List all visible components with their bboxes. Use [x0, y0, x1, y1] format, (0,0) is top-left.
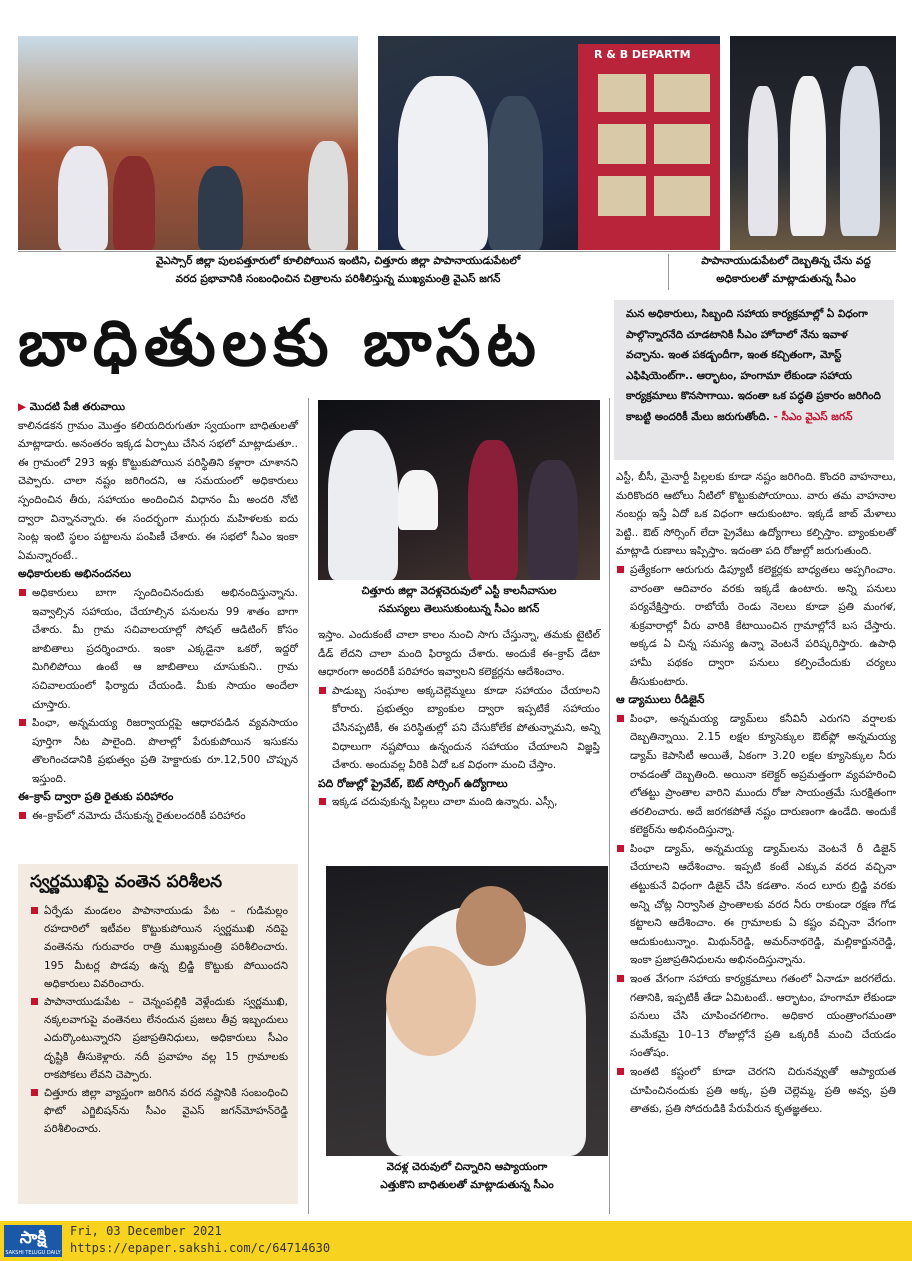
bullet-paragraph: పాపానాయుడుపేట – చెన్నంపల్లికి వెళ్లేందుకు స్వర్ణముఖి, నక్కలవాగుపై వంతెనలు లేనందున ప్రజలు తీవ్ర ఇబ్బందులు ఎదుర్కొంటున్నారని ప్రజాప్రతినిధులు, అధికారులు సీఎం దృష్టికి తీసుకెళ్లారు. నదీ ప్రవాహం వల్ల 15 గ్రామాలకు రాకపోకలు లేవని చెప్పారు. — [30, 993, 288, 1084]
epaper-url[interactable]: https://epaper.sakshi.com/c/64714630 — [70, 1241, 331, 1255]
intro-paragraph: కాలినడకన గ్రామం మొత్తం కలియదిరుగుతూ స్వయంగా బాధితులతో మాట్లాడారు. అనంతరం ఇక్కడ ఏర్పాటు చేసిన సభలో మాట్లాడుతూ.. ఈ గ్రామంలో 293 ఇళ్లు కొట్టుకుపోయిన పరిస్థితిని కళ్లారా చూశానని చెప్పారు. చాలా నష్టం జరిగిందని, ఆ సమయంలో అధికారులు స్పందించిన తీరు, సహాయం అందించిన విధానం మీ అందరి నోటి ద్వారా విన్నానన్నారు. ఈ సందర్భంగా ముగ్గురు మహిళలకు ఐదు సెంట్ల ఇంటి స్థలం పట్టాలను పంపిణీ చేశారు. ఈ సభలో సీఎం ఇంకా ఏమన్నారంటే.. — [18, 419, 298, 562]
cm-quote-box — [614, 300, 894, 460]
bullet-paragraph: పింఛా, అన్నమయ్య డ్యామ్‌లు కనీవినీ ఎరుగని వర్షాలకు దెబ్బతిన్నాయి. 2.15 లక్షల క్యూసెక్కుల ఔట్‌ఫ్లో అన్నమయ్య డ్యామ్‌ కెపాసిటీ అయితే, ఏకంగా 3.20 లక్షల క్యూసెక్కుల నీరు రావడంతో దెబ్బతింది. అయినా కలెక్టర్‌ అప్రమత్తంగా వ్యవహరించి లోతట్టు ప్రాంతాల వారిని ముందు రోజు సాయంత్రమే సురక్షితంగా తరలించారు. అదే జరగకపోతే నష్టం దారుణంగా ఉండేది. అందుకే కలెక్టర్‌ను అభినందిస్తున్నా. — [616, 710, 896, 840]
photo-collapsed-house — [18, 36, 358, 250]
epaper-footer — [0, 1221, 912, 1261]
triangle-icon: ▶ — [18, 401, 30, 413]
column-1 — [18, 398, 298, 826]
mid-caption-line-2: సమస్యలు తెలుసుకుంటున్న సీఎం జగన్ — [378, 603, 540, 615]
paragraph: ఎస్టీ, బీసీ, మైనార్టీ పిల్లలకు కూడా నష్టం జరిగింది. కొందరి వాహనాలు, మరికొందరి ఆటోలు నీటిలో కొట్టుకుపోయాయి. వారు తమ వాహనాల నంబర్లు ఇస్తే ఏదో ఒక విధంగా ఆదుకుంటాం. ఇక్కడే జాబ్‌ మేళాలు పెట్టి.. ఔట్‌ సోర్సింగ్‌ లేదా ప్రైవేటు ఉద్యోగాలు కల్పిస్తాం. బ్యాంకులతో మాట్లాడి రుణాలు ఇప్పిస్తాం. ఇదంతా పది రోజుల్లో జరుగుతుంది. — [616, 471, 896, 558]
photo-exhibition-board — [378, 36, 720, 250]
subheading-ecrop: ఈ–క్రాప్‌ ద్వారా ప్రతి రైతుకు పరిహారం — [18, 790, 174, 804]
bullet-paragraph: పింఛా డ్యామ్, అన్నమయ్య డ్యామ్‌లను వెంటనే రీ డిజైన్‌ చేయాలని ఆదేశించాం. ఇప్పటి కంటే ఎక్కువ వరద వచ్చినా తట్టుకునే విధంగా డిజైన్‌ చేసి కడతాం. నంద లూరు బ్రిడ్జి వరకు అన్ని చోట్ల నిర్వాసిత ప్రాంతాలకు వరద నీరు రాకుండా రక్షణ గోడ కట్టాలని ఆదేశించాం. ఈ గ్రామాలకు ఏ కష్టం వచ్చినా వేగంగా ఆదుకుంటున్నాం. మిథున్‌రెడ్డి, అమర్‌నాథరెడ్డి, మల్లికార్జునరెడ్డి, ఇంకా ప్రజాప్రతినిధులను అభినందిస్తున్నాను. — [616, 840, 896, 970]
sakshi-logo: సాక్షి SAKSHI TELUGU DAILY — [4, 1225, 62, 1257]
exhibition-board — [578, 44, 720, 250]
paragraph: ఇస్తాం. ఎందుకంటే చాలా కాలం నుంచి సాగు చేస్తున్నా, తమకు టైటిల్‌ డీడ్‌ లేదని చాలా మంది ఫిర్యాదు చేశారు. అందుకే ఈ–క్రాప్‌ డేటా ఆధారంగా అందరికీ పరిహారం ఇవ్వాలని కలెక్టర్లను ఆదేశించాం. — [318, 629, 600, 679]
bullet-paragraph: పాడుబ్బ సంఘాల అక్కచెల్లెమ్మలు కూడా సహాయం చేయాలని కోరారు. ప్రభుత్వం బ్యాంకుల ద్వారా ఇప్పటికే సహాయం చేసినప్పటికీ, ఈ పరిస్థితుల్లో పని చేసుకోలేక పోతున్నామని, అన్ని విధాలుగా నష్టపోయి ఉన్నందున సహాయం చేయాలని విజ్ఞప్తి చేశారు. అందువల్ల వీరికి ఏదో ఒక విధంగా మంచి చేస్తాం. — [318, 682, 600, 775]
bottom-caption-line-2: ఎత్తుకొని బాధితులతో మాట్లాడుతున్న సీఎం — [380, 1179, 554, 1191]
top-caption-line-2: వరద ప్రభావానికి సంబంధించిన చిత్రాలను పరిశీలిస్తున్న ముఖ్యమంత్రి వైఎస్ జగన్ — [175, 273, 501, 285]
mid-photo-caption — [318, 582, 600, 618]
bottom-caption-line-1: వెదళ్ల చెరువులో చిన్నారిని ఆప్యాయంగా — [386, 1161, 548, 1173]
bullet-paragraph: పింఛా, అన్నమయ్య రిజర్వాయర్లపై ఆధారపడిన వ్యవసాయం పూర్తిగా నీట పాలైంది. పొలాల్లో పేరుకుపోయిన ఇసుకను తొలగించడానికి ప్రభుత్వం ప్రతి హెక్టారుకు రూ.12,500 చొప్పున ఇస్తుంది. — [18, 714, 298, 788]
bottom-photo-caption — [326, 1158, 608, 1194]
quote-byline: - సీఎం వైఎస్ జగన్ — [769, 410, 853, 423]
bridge-inspection-box — [18, 864, 298, 1204]
quote-text: మన అధికారులు, సిబ్బంది సహాయ కార్యక్రమాల్లో ఏ విధంగా పాల్గొన్నారనేది చూడటానికి సీఎం హోదాలో నేను ఇవాళ వచ్చాను. ఇంత పకడ్బందీగా, ఇంత కచ్చితంగా, మోస్ట్ ఎఫిషియెంట్‌గా.. ఆర్భాటం, హంగామా లేకుండా సహాయ కార్యక్రమాలు కొనసాగాయి. ఇదంతా ఒక పద్ధతి ప్రకారం జరిగింది కాబట్టి అందరికీ మేలు జరుగుతోంది. — [626, 308, 881, 423]
bullet-paragraph: ఇంతటి కష్టంలో కూడా చెరగని చిరునవ్వుతో ఆప్యాయత చూపించినందుకు ప్రతి అక్క, ప్రతి చెల్లెమ్మ, ప్రతి అవ్వ, ప్రతి తాతకు, ప్రతి సోదరుడికి పేరుపేరున కృతజ్ఞతలు. — [616, 1063, 896, 1119]
bullet-paragraph: ప్రత్యేకంగా ఆరుగురు డిప్యూటీ కలెక్టర్లకు బాధ్యతలు అప్పగించాం. వారంతా ఆదివారం వరకు ఇక్కడే ఉంటారు. అన్ని పనులు పర్యవేక్షిస్తారు. రాబోయే రెండు నెలలు కూడా ప్రతి మంగళ, శుక్రవారాల్లో వీరు వారికి కేటాయించిన గ్రామాల్లోనే బస చేస్తారు. అక్కడ ఏ చిన్న సమస్య ఉన్నా వెంటనే పరిష్కరిస్తారు. ఉపాధి హామీ పథకం ద్వారా పనులు కల్పించేందుకు చర్యలు తీసుకుంటారు. — [616, 561, 896, 691]
continued-from-front: ▶ మొదటి పేజీ తరువాయి — [18, 401, 125, 413]
subheading-jobs: పది రోజుల్లో ప్రైవేట్, ఔట్ సోర్సింగ్ ఉద్యోగాలు — [318, 776, 508, 790]
edition-date: Fri, 03 December 2021 — [70, 1224, 222, 1238]
right-caption-line-1: పాపానాయుడుపేటలో దెబ్బతిన్న చేను వద్ద — [701, 255, 871, 267]
top-caption-line-1: వైఎస్సార్ జిల్లా పులపత్తూరులో కూలిపోయిన ఇంటిని, చిత్తూరు జిల్లా పాపానాయుడుపేటలో — [155, 255, 521, 267]
mid-caption-line-1: చిత్తూరు జిల్లా వెదళ్లచెరువులో ఎస్టీ కాలనీవాసుల — [361, 585, 557, 597]
column-3 — [616, 468, 896, 1119]
board-label: R & B DEPARTM — [594, 48, 691, 61]
top-photo-caption — [18, 252, 658, 288]
bullet-paragraph: ఇంత వేగంగా సహాయ కార్యక్రమాలు గతంలో ఏనాడూ జరగలేదు. గతానికి, ఇప్పటికీ తేడా ఏమిటంటే.. ఆర్భాటం, హంగామా లేకుండా పనులు చేసి చూపించగలిగాం. అధికార యంత్రాంగమంతా మమేకమై 10–13 రోజుల్లోనే ప్రతి ఒక్కరికీ మంచి చేయడం సంతోషం. — [616, 970, 896, 1063]
subheading-officials: అధికారులకు అభినందనలు — [18, 567, 132, 581]
box-title: స్వర్ణముఖిపై వంతెన పరిశీలన — [30, 872, 223, 892]
subheading-dam-redesign: ఆ డ్యాములు రీడిజైన్‌ — [616, 693, 705, 707]
bullet-paragraph: అధికారులు బాగా స్పందించినందుకు అభినందిస్తున్నాను. ఇవ్వాల్సిన సహాయం, చేయాల్సిన పనులను 99 శాతం బాగా చేశారు. మీ గ్రామ సచివాలయాల్లో సోషల్ ఆడిటింగ్ కోసం జాబితాలు ప్రదర్శించారు. ఇంకా ఎక్కడైనా ఒకరో, ఇద్దరో మిగిలిపోయి ఉంటే ఆ జాబితాలు చూసుకుని.. గ్రామ సచివాలయంలో ఫిర్యాదు చేయండి. మీకు సాయం అందేలా చూస్తారు. — [18, 584, 298, 714]
headline: బాధితులకు బాసట — [18, 306, 542, 381]
column-2 — [318, 626, 600, 812]
right-caption-line-2: అధికారులతో మాట్లాడుతున్న సీఎం — [716, 273, 856, 285]
bullet-paragraph: చిత్తూరు జిల్లా వ్యాప్తంగా జరిగిన వరద నష్టానికి సంబంధించి ఫొటో ఎగ్జిబిషన్‌ను సీఎం వైఎస్ జగన్‌మోహన్‌రెడ్డి పరిశీలించారు. — [30, 1084, 288, 1139]
photo-st-colony — [318, 400, 600, 580]
right-photo-caption — [676, 252, 896, 288]
bullet-paragraph: ఏర్పేడు మండలం పాపానాయుడు పేట – గుడిమల్లం రహదారిలో ఇటీవల కొట్టుకుపోయిన స్వర్ణముఖి నదిపై వంతెనను గురువారం రాత్రి ముఖ్యమంత్రి పరిశీలించారు. 195 మీటర్ల పొడవు ఉన్న బ్రిడ్జి కొట్టుకు పోయిందని అధికారులు వివరించారు. — [30, 902, 288, 993]
photo-cm-with-child — [326, 866, 608, 1156]
photo-damaged-field — [730, 36, 896, 250]
bullet-paragraph: ఈ–క్రాప్‌లో నమోదు చేసుకున్న రైతులందరికీ పరిహారం — [18, 807, 298, 826]
bullet-paragraph: ఇక్కడ చదువుకున్న పిల్లలు చాలా మంది ఉన్నారు. ఎస్సీ, — [318, 793, 600, 812]
